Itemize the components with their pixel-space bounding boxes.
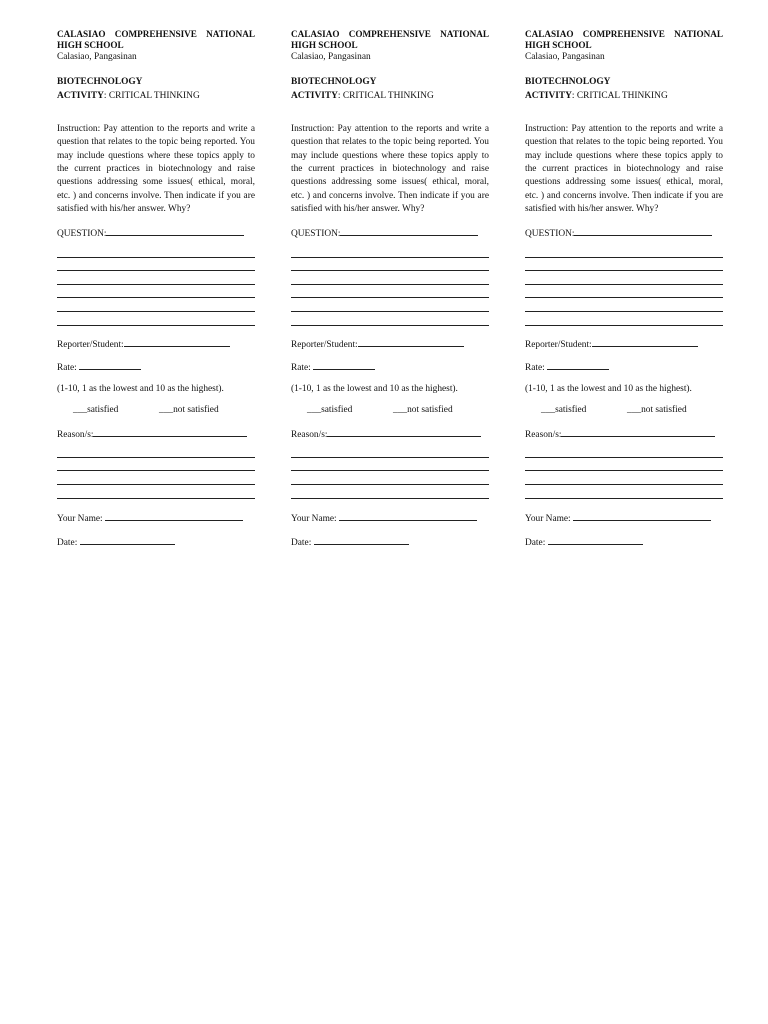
question-label: QUESTION: xyxy=(291,228,341,239)
school-location: Calasiao, Pangasinan xyxy=(57,52,137,62)
not-satisfied-blank[interactable]: ___ xyxy=(627,404,642,415)
reason-blank[interactable] xyxy=(561,426,715,437)
rate-blank[interactable] xyxy=(547,359,609,370)
satisfied-blank[interactable]: ___ xyxy=(307,404,322,415)
activity-title xyxy=(57,90,255,103)
answer-line[interactable] xyxy=(525,258,723,272)
your-name-label: Your Name: xyxy=(525,513,574,524)
satisfaction-options xyxy=(57,404,255,418)
rate-blank[interactable] xyxy=(313,359,375,370)
school-name: CALASIAO COMPREHENSIVE NATIONAL HIGH SCHOOL xyxy=(525,29,723,50)
not-satisfied-blank[interactable]: ___ xyxy=(393,404,408,415)
satisfied-blank[interactable]: ___ xyxy=(541,404,556,415)
reason-line[interactable] xyxy=(291,485,489,499)
not-satisfied-blank[interactable]: ___ xyxy=(159,404,174,415)
reporter-label: Reporter/Student: xyxy=(57,339,124,350)
answer-line[interactable] xyxy=(291,312,489,326)
answer-line[interactable] xyxy=(57,244,255,258)
reason-label: Reason/s: xyxy=(57,429,94,440)
reason-line[interactable] xyxy=(57,444,255,458)
answer-line[interactable] xyxy=(525,298,723,312)
satisfied-option[interactable] xyxy=(307,404,352,417)
reporter-label: Reporter/Student: xyxy=(291,339,358,350)
answer-line[interactable] xyxy=(57,285,255,299)
answer-line[interactable] xyxy=(525,285,723,299)
rating-scale-note: (1-10, 1 as the lowest and 10 as the highest). xyxy=(291,384,458,395)
answer-line[interactable] xyxy=(57,271,255,285)
satisfaction-options xyxy=(291,404,489,418)
question-answer-lines[interactable] xyxy=(291,244,489,326)
reporter-field[interactable] xyxy=(57,336,255,352)
date-blank[interactable] xyxy=(548,534,643,545)
not-satisfied-label: not satisfied xyxy=(407,404,453,415)
satisfied-label: satisfied xyxy=(87,404,119,415)
activity-slip-3 xyxy=(525,29,723,550)
reason-answer-lines[interactable] xyxy=(525,444,723,498)
question-label: QUESTION: xyxy=(525,228,575,239)
answer-line[interactable] xyxy=(57,298,255,312)
reason-line[interactable] xyxy=(57,485,255,499)
instruction-text: Instruction: Pay attention to the reports and write a question that relates to the topic being reported. You may include questions where these topics apply to the current practices in biotechnology and raise questions addressing some issues( ethical, moral, etc. ) and concerns involve. Then indicate if you are satisfied with his/her answer. Why? xyxy=(291,123,489,215)
question-answer-lines[interactable] xyxy=(57,244,255,326)
answer-line[interactable] xyxy=(291,271,489,285)
reporter-label: Reporter/Student: xyxy=(525,339,592,350)
your-name-field[interactable] xyxy=(57,510,255,526)
school-name: CALASIAO COMPREHENSIVE NATIONAL HIGH SCHOOL xyxy=(291,29,489,50)
question-label: QUESTION: xyxy=(57,228,107,239)
satisfaction-options xyxy=(525,404,723,418)
instruction-text: Instruction: Pay attention to the reports and write a question that relates to the topic being reported. You may include questions where these topics apply to the current practices in biotechnology and raise questions addressing some issues( ethical, moral, etc. ) and concerns involve. Then indicate if you are satisfied with his/her answer. Why? xyxy=(57,123,255,215)
school-name: CALASIAO COMPREHENSIVE NATIONAL HIGH SCHOOL xyxy=(57,29,255,50)
date-blank[interactable] xyxy=(314,534,409,545)
activity-title xyxy=(525,90,723,103)
reporter-blank[interactable] xyxy=(592,336,698,347)
rate-field[interactable] xyxy=(525,359,723,375)
rate-field[interactable] xyxy=(57,359,255,375)
reason-line[interactable] xyxy=(291,444,489,458)
activity-value: : CRITICAL THINKING xyxy=(571,90,668,101)
answer-line[interactable] xyxy=(525,244,723,258)
your-name-blank[interactable] xyxy=(339,510,477,521)
activity-slip-1 xyxy=(57,29,255,550)
activity-label: ACTIVITY xyxy=(57,90,104,101)
satisfied-blank[interactable]: ___ xyxy=(73,404,88,415)
satisfied-label: satisfied xyxy=(321,404,353,415)
subject-title: BIOTECHNOLOGY xyxy=(291,77,377,88)
rate-label: Rate: xyxy=(291,363,314,374)
activity-label: ACTIVITY xyxy=(525,90,572,101)
your-name-field[interactable] xyxy=(291,510,489,526)
not-satisfied-option[interactable] xyxy=(627,404,687,417)
activity-label: ACTIVITY xyxy=(291,90,338,101)
question-blank[interactable] xyxy=(574,225,712,236)
instruction-text: Instruction: Pay attention to the reports and write a question that relates to the topic being reported. You may include questions where these topics apply to the current practices in biotechnology and raise questions addressing some issues( ethical, moral, etc. ) and concerns involve. Then indicate if you are satisfied with his/her answer. Why? xyxy=(525,123,723,215)
satisfied-label: satisfied xyxy=(555,404,587,415)
satisfied-option[interactable] xyxy=(541,404,586,417)
question-field[interactable] xyxy=(57,225,255,241)
your-name-label: Your Name: xyxy=(57,513,106,524)
school-location: Calasiao, Pangasinan xyxy=(525,52,605,62)
reason-line[interactable] xyxy=(525,485,723,499)
not-satisfied-label: not satisfied xyxy=(173,404,219,415)
date-label: Date: xyxy=(57,538,80,549)
reason-line[interactable] xyxy=(525,444,723,458)
answer-line[interactable] xyxy=(291,285,489,299)
subject-title: BIOTECHNOLOGY xyxy=(57,77,143,88)
rate-blank[interactable] xyxy=(79,359,141,370)
reason-label: Reason/s: xyxy=(291,429,328,440)
question-answer-lines[interactable] xyxy=(525,244,723,326)
reason-field[interactable] xyxy=(291,426,489,442)
reason-line[interactable] xyxy=(291,471,489,485)
reason-field[interactable] xyxy=(57,426,255,442)
reporter-field[interactable] xyxy=(525,336,723,352)
date-field[interactable] xyxy=(291,534,489,550)
question-field[interactable] xyxy=(525,225,723,241)
answer-line[interactable] xyxy=(291,258,489,272)
school-location: Calasiao, Pangasinan xyxy=(291,52,371,62)
answer-line[interactable] xyxy=(525,312,723,326)
activity-slip-2 xyxy=(291,29,489,550)
question-blank[interactable] xyxy=(340,225,478,236)
question-blank[interactable] xyxy=(106,225,244,236)
reason-blank[interactable] xyxy=(93,426,247,437)
reason-line[interactable] xyxy=(57,458,255,472)
rate-label: Rate: xyxy=(57,363,80,374)
your-name-blank[interactable] xyxy=(105,510,243,521)
not-satisfied-label: not satisfied xyxy=(641,404,687,415)
reporter-blank[interactable] xyxy=(124,336,230,347)
activity-value: : CRITICAL THINKING xyxy=(103,90,200,101)
activity-value: : CRITICAL THINKING xyxy=(337,90,434,101)
your-name-field[interactable] xyxy=(525,510,723,526)
answer-line[interactable] xyxy=(57,312,255,326)
date-label: Date: xyxy=(525,538,548,549)
reason-field[interactable] xyxy=(525,426,723,442)
reason-line[interactable] xyxy=(291,458,489,472)
reason-line[interactable] xyxy=(525,471,723,485)
question-field[interactable] xyxy=(291,225,489,241)
date-label: Date: xyxy=(291,538,314,549)
satisfied-option[interactable] xyxy=(73,404,118,417)
your-name-blank[interactable] xyxy=(573,510,711,521)
reason-blank[interactable] xyxy=(327,426,481,437)
activity-title xyxy=(291,90,489,103)
reason-answer-lines[interactable] xyxy=(57,444,255,498)
answer-line[interactable] xyxy=(291,298,489,312)
date-field[interactable] xyxy=(57,534,255,550)
reason-line[interactable] xyxy=(525,458,723,472)
reporter-field[interactable] xyxy=(291,336,489,352)
reporter-blank[interactable] xyxy=(358,336,464,347)
not-satisfied-option[interactable] xyxy=(393,404,453,417)
reason-line[interactable] xyxy=(57,471,255,485)
answer-line[interactable] xyxy=(291,244,489,258)
date-blank[interactable] xyxy=(80,534,175,545)
reason-label: Reason/s: xyxy=(525,429,562,440)
not-satisfied-option[interactable] xyxy=(159,404,219,417)
date-field[interactable] xyxy=(525,534,723,550)
answer-line[interactable] xyxy=(525,271,723,285)
reason-answer-lines[interactable] xyxy=(291,444,489,498)
your-name-label: Your Name: xyxy=(291,513,340,524)
rate-field[interactable] xyxy=(291,359,489,375)
rate-label: Rate: xyxy=(525,363,548,374)
answer-line[interactable] xyxy=(57,258,255,272)
subject-title: BIOTECHNOLOGY xyxy=(525,77,611,88)
rating-scale-note: (1-10, 1 as the lowest and 10 as the highest). xyxy=(525,384,692,395)
rating-scale-note: (1-10, 1 as the lowest and 10 as the highest). xyxy=(57,384,224,395)
